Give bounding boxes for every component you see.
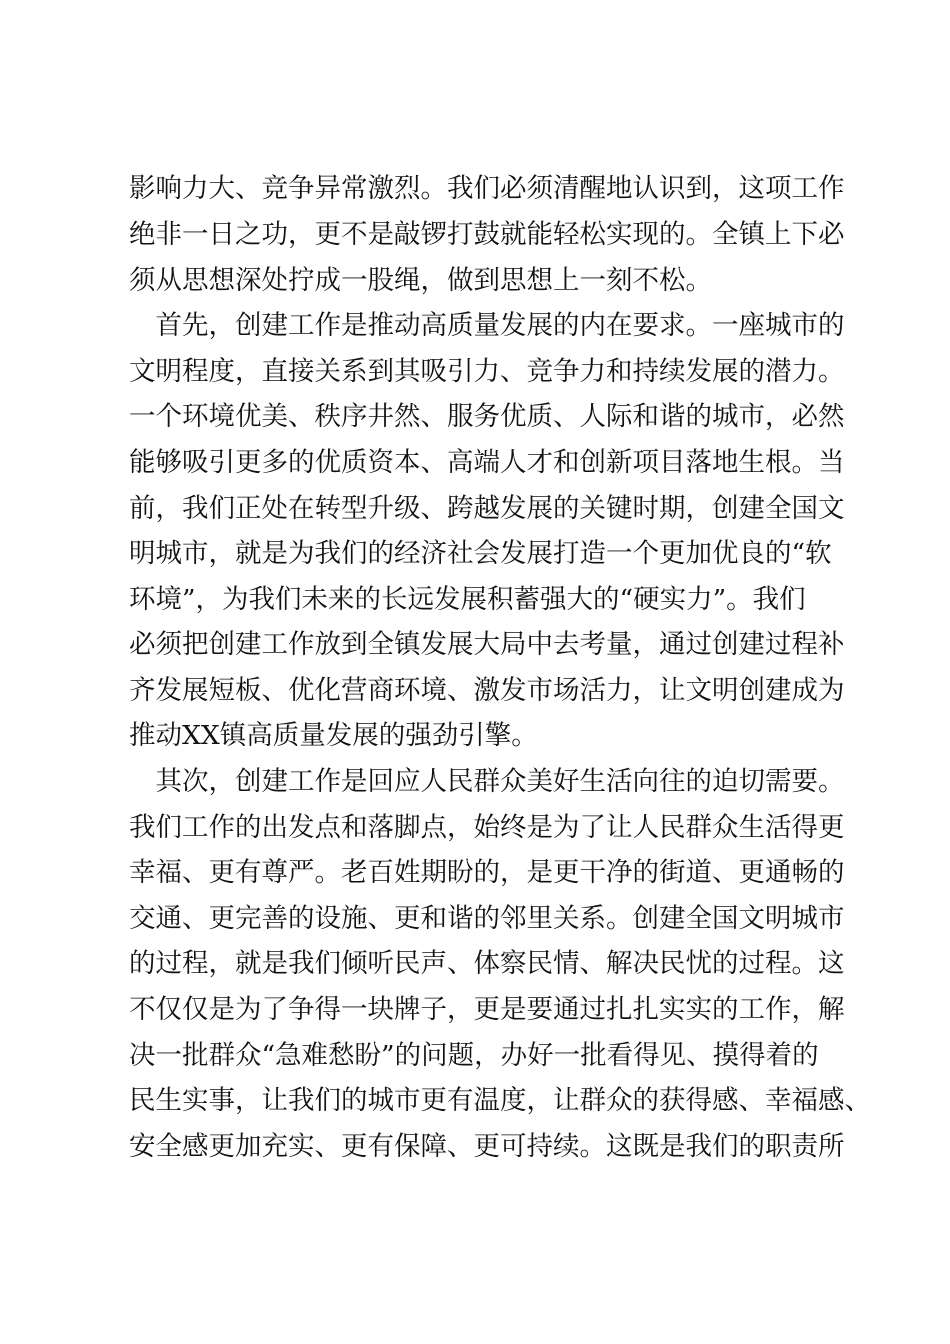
text-line: 安全感更加充实、更有保障、更可持续。这既是我们的职责所 <box>129 1131 845 1162</box>
text-line: 明城市，就是为我们的经济社会发展打造一个更加优良的“软 <box>129 538 832 569</box>
text-line: 须从思想深处拧成一股绳，做到思想上一刻不松。 <box>129 265 712 296</box>
text-line: 能够吸引更多的优质资本、高端人才和创新项目落地生根。当 <box>129 447 845 478</box>
text-line: 决一批群众“急难愁盼”的问题，办好一批看得见、摸得着的 <box>129 1040 819 1071</box>
text-line: 环境”，为我们未来的长远发展积蓄强大的“硬实力”。我们 <box>129 584 806 615</box>
text-line: 的过程，就是我们倾听民声、体察民情、解决民忧的过程。这 <box>129 948 845 979</box>
paragraph-start-line: 其次，创建工作是回应人民群众美好生活向往的迫切需要。 <box>129 766 845 797</box>
text-line: 一个环境优美、秩序井然、服务优质、人际和谐的城市，必然 <box>129 401 845 432</box>
text-line: 绝非一日之功，更不是敲锣打鼓就能轻松实现的。全镇上下必 <box>129 219 845 250</box>
text-line: 推动XX镇高质量发展的强劲引擎。 <box>129 720 538 751</box>
text-line: 我们工作的出发点和落脚点，始终是为了让人民群众生活得更 <box>129 812 845 843</box>
text-line: 幸福、更有尊严。老百姓期盼的，是更干净的街道、更通畅的 <box>129 857 845 888</box>
text-line: 齐发展短板、优化营商环境、激发市场活力，让文明创建成为 <box>129 675 845 706</box>
text-line: 交通、更完善的设施、更和谐的邻里关系。创建全国文明城市 <box>129 903 845 934</box>
text-line: 必须把创建工作放到全镇发展大局中去考量，通过创建过程补 <box>129 629 845 660</box>
text-line: 民生实事，让我们的城市更有温度，让群众的获得感、幸福感、 <box>129 1085 871 1116</box>
text-line: 不仅仅是为了争得一块牌子，更是要通过扎扎实实的工作，解 <box>129 994 845 1025</box>
paragraph-start-line: 首先，创建工作是推动高质量发展的内在要求。一座城市的 <box>129 310 845 341</box>
text-line: 前，我们正处在转型升级、跨越发展的关键时期，创建全国文 <box>129 493 845 524</box>
text-line: 文明程度，直接关系到其吸引力、竞争力和持续发展的潜力。 <box>129 356 845 387</box>
text-line: 影响力大、竞争异常激烈。我们必须清醒地认识到，这项工作 <box>129 173 845 204</box>
